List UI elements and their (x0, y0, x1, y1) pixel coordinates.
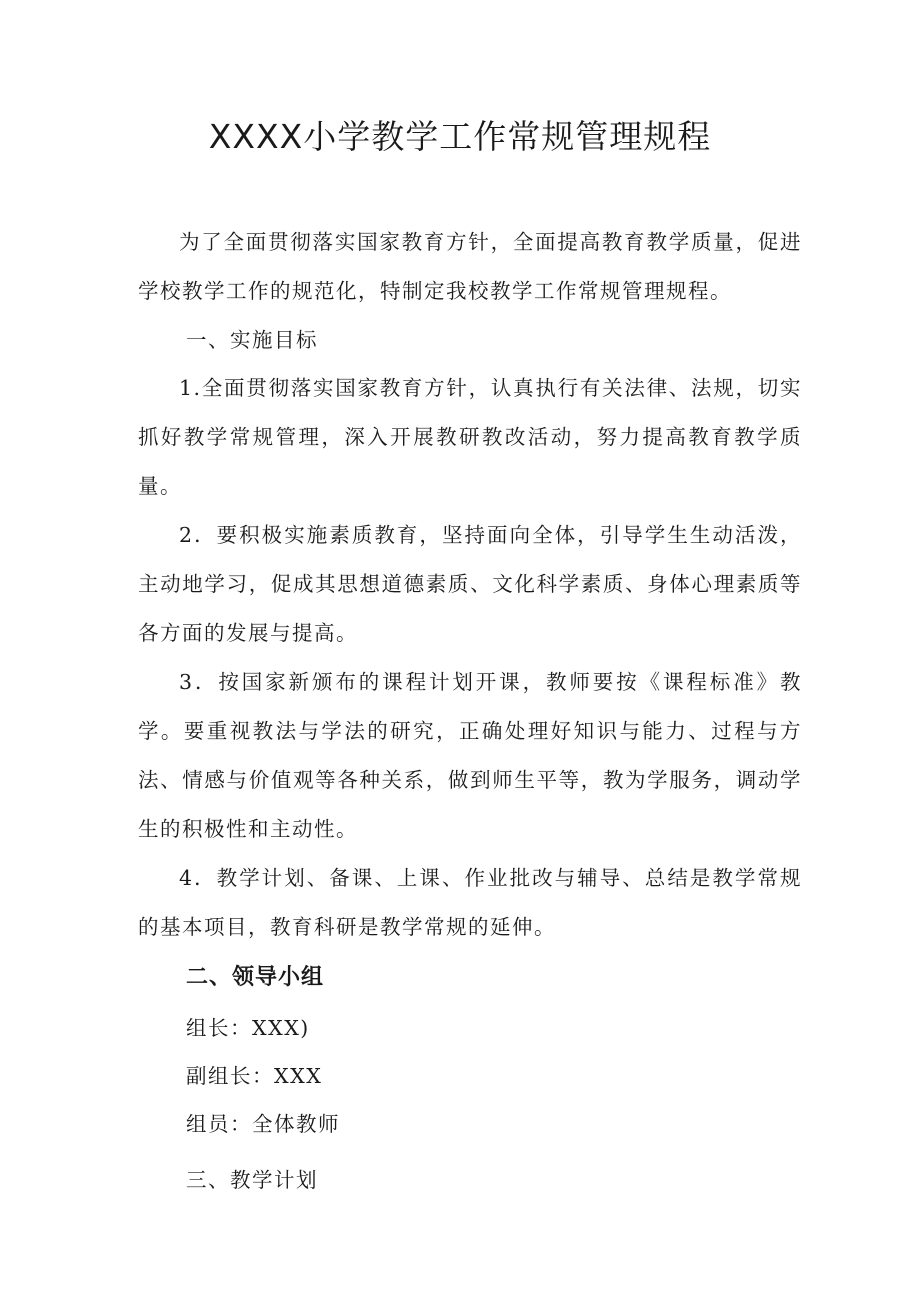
section3-heading: 三、教学计划 (186, 1168, 318, 1192)
group-deputy: 副组长：XXX (186, 1064, 323, 1088)
section1-item-2: 2．要积极实施素质教育，坚持面向全体，引导学生生动活泼，主动地学习，促成其思想道德素质、文化科学素质、身体心理素质等各方面的发展与提高。 (138, 523, 802, 645)
section1-heading: 一、实施目标 (186, 328, 318, 352)
section1-item-1: 1.全面贯彻落实国家教育方针，认真执行有关法律、法规，切实抓好教学常规管理，深入开展教研教改活动，努力提高教育教学质量。 (138, 376, 802, 498)
document-title: XXXX小学教学工作常规管理规程 (208, 117, 712, 156)
section1-item-3: 3．按国家新颁布的课程计划开课，教师要按《课程标准》教学。要重视教法与学法的研究，正确处理好知识与能力、过程与方法、情感与价值观等各种关系，做到师生平等，教为学服务，调动学生的积极性和主动性。 (138, 670, 802, 841)
group-members: 组员：全体教师 (186, 1112, 340, 1136)
section1-item-4: 4．教学计划、备课、上课、作业批改与辅导、总结是教学常规的基本项目，教育科研是教学常规的延伸。 (138, 866, 802, 939)
section2-heading: 二、领导小组 (186, 965, 325, 990)
group-leader: 组长：XXX) (186, 1016, 310, 1040)
document-body (138, 218, 802, 1204)
intro-paragraph: 为了全面贯彻落实国家教育方针，全面提高教育教学质量，促进学校教学工作的规范化，特制定我校教学工作常规管理规程。 (138, 230, 802, 303)
